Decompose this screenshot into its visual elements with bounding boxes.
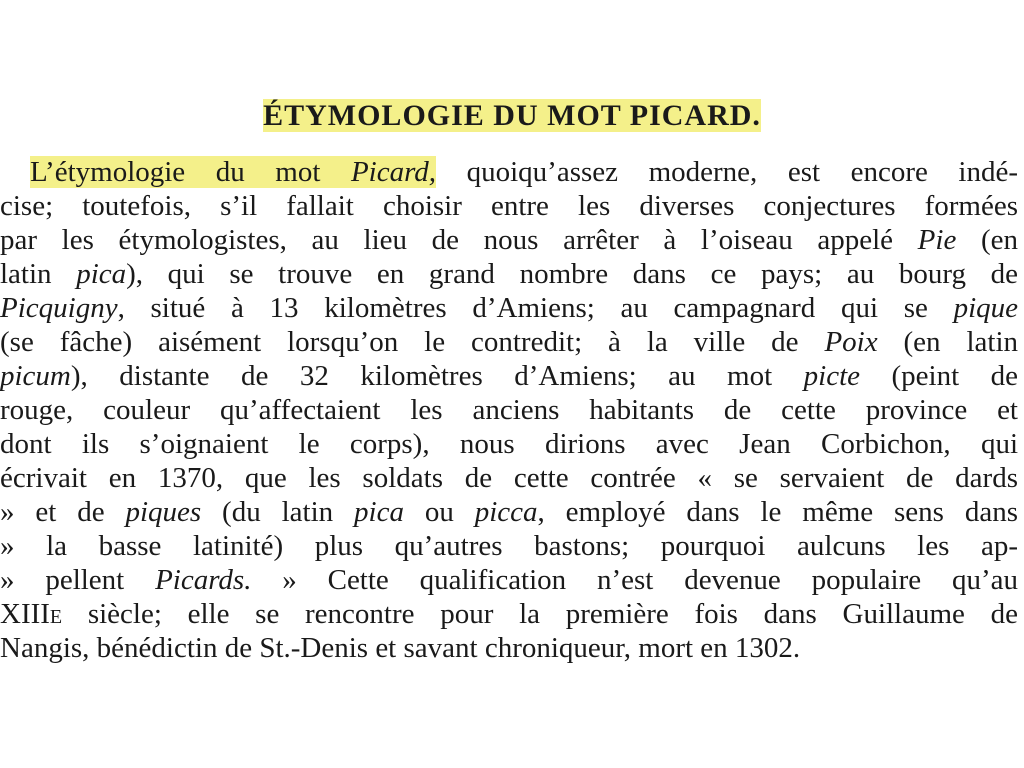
- text-span: picte: [803, 360, 860, 392]
- text-line: [0, 495, 1018, 529]
- text-span: (en: [956, 224, 1018, 256]
- text-span: (se fâche) aisément lorsqu’on le contredit; à la ville de: [0, 326, 825, 358]
- text-span: pica: [354, 496, 404, 528]
- text-span: par les étymologistes, au lieu de nous arrêter à l’oiseau appelé: [0, 224, 918, 256]
- text-span: Pie: [917, 224, 957, 256]
- text-span: Picquigny: [0, 292, 118, 324]
- text-line: [0, 563, 1018, 597]
- text-line: [0, 427, 1018, 461]
- text-span: Poix: [824, 326, 878, 358]
- text-line: [0, 291, 1018, 325]
- text-span: dont ils s’oignaient le corps), nous dirions avec Jean Corbichon, qui: [0, 428, 1018, 460]
- title-highlight: ÉTYMOLOGIE DU MOT PICARD.: [263, 99, 761, 132]
- text-span: picum: [0, 360, 71, 392]
- highlighted-text: Picard,: [350, 156, 437, 188]
- text-span: quoiqu’assez moderne, est encore indé-: [436, 156, 1018, 188]
- text-span: piques: [125, 496, 202, 528]
- text-line: [0, 529, 1018, 563]
- text-span: pica: [76, 258, 127, 290]
- page-title: [0, 96, 1024, 136]
- text-span: rouge, couleur qu’affectaient les anciens habitants de cette province et: [0, 394, 1018, 426]
- text-span: , situé à 13 kilomètres d’Amiens; au campagnard qui se: [117, 292, 954, 324]
- text-span: (en latin: [877, 326, 1018, 358]
- text-span: ), qui se trouve en grand nombre dans ce pays; au bourg de: [126, 258, 1018, 290]
- text-line: [30, 155, 1018, 189]
- text-line: [0, 461, 1018, 495]
- text-span: pique: [953, 292, 1018, 324]
- text-span: ), distante de 32 kilomètres d’Amiens; au mot: [70, 360, 804, 392]
- text-span: » Cette qualification n’est devenue populaire qu’au: [251, 564, 1018, 596]
- text-line: [0, 189, 1018, 223]
- highlighted-text: L’étymologie du mot: [30, 156, 351, 188]
- text-span: ou: [403, 496, 475, 528]
- text-span: XIIIe: [0, 598, 63, 630]
- text-line: [0, 393, 1018, 427]
- text-line: [0, 223, 1018, 257]
- text-line: [0, 631, 1018, 665]
- text-span: » pellent: [0, 564, 156, 596]
- text-span: écrivait en 1370, que les soldats de cette contrée « se servaient de dards: [0, 462, 1018, 494]
- text-line: [0, 257, 1018, 291]
- text-span: siècle; elle se rencontre pour la première fois dans Guillaume de: [62, 598, 1018, 630]
- text-span: » et de: [0, 496, 126, 528]
- text-span: (peint de: [860, 360, 1018, 392]
- text-span: cise; toutefois, s’il fallait choisir entre les diverses conjectures formées: [0, 190, 1018, 222]
- text-span: (du latin: [201, 496, 355, 528]
- text-span: latin: [0, 258, 77, 290]
- text-span: » la basse latinité) plus qu’autres bastons; pourquoi aulcuns les ap-: [0, 530, 1018, 562]
- text-line: [0, 597, 1018, 631]
- text-span: Nangis, bénédictin de St.-Denis et savant chroniqueur, mort en 1302.: [0, 632, 801, 664]
- text-span: , employé dans le même sens dans: [537, 496, 1018, 528]
- text-span: Picards.: [155, 564, 252, 596]
- text-span: picca: [474, 496, 538, 528]
- text-line: [0, 325, 1018, 359]
- text-line: [0, 359, 1018, 393]
